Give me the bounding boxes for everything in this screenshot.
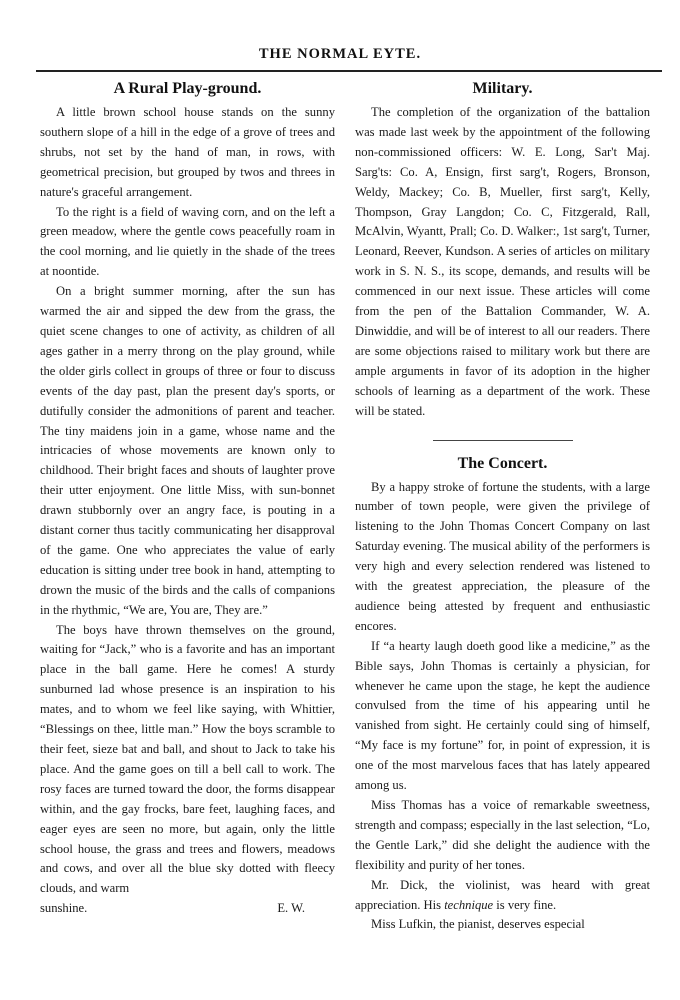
paragraph: To the right is a field of waving corn, and on the left a green meadow, where the gentle cows peacefully roam in the cool morning, and lie quietly in the shade of the trees at noontide.: [40, 204, 335, 279]
masthead: THE NORMAL EYTE.: [258, 46, 422, 62]
article-title-concert: The Concert.: [457, 454, 548, 472]
paragraph: The boys have thrown themselves on the ground, waiting for “Jack,” who is a favorite and has an important place in the ball game. Here he comes! A sturdy sunburned lad whose presence is an inspiration to his mates, and to whom we feel like saying, with Whittier, “Blessings on thee, little man.” How the boys scramble to their feet, sieze bat and ball, and shout to Jack to take his place. And the game goes on till a bell call to work. The rosy faces are turned toward the door, the forms disappear within, and the gay frocks, bare feet, laughing faces, and eager eyes are seen no more, but again, only the little school house, the grass and trees and flowers, meadows and cows, and over all the blue sky dotted with fleecy clouds, and warm: [40, 622, 335, 896]
paragraph-lufkin: Miss Lufkin, the pianist, deserves especial: [371, 917, 585, 932]
paragraph: On a bright summer morning, after the sun has warmed the air and sipped the dew from the grass, the quiet scene changes to one of activity, as children of all ages gather in a merry throng on the play ground, while the older girls collect in groups of three or four to discuss events of the day past, plan the present day's sports, or dutifully consider the admonitions of parent and teacher. The tiny maidens join in a game, whose name and the intricacies of whose movements are known only to childhood. Their bright faces and shouts of laughter prove their utter enjoyment. One little Miss, with sun-bonnet drawn stubbornly over an angry face, is pouting in a distant corner thus tacitly communicating her disapproval of the game. One who appreciates the value of early education is sitting under tree book in hand, attempting to drown the music of the birds and the calls of companions in the rhythmic, “We are, You are, They are.”: [40, 284, 335, 617]
paragraph: A little brown school house stands on the sunny southern slope of a hill in the edge of a grove of trees and shrubs, not set by the hand of man, in rows, with geometrical precision, but grouped by twos and threes in nature's graceful arrangement.: [40, 105, 335, 199]
author-signature: E. W.: [277, 901, 305, 916]
paragraph-dick: [355, 876, 650, 916]
article-title-military: Military.: [472, 80, 533, 97]
masthead-rule: [36, 70, 662, 72]
text: is very fine.: [493, 897, 557, 912]
text: Mr. Dick, the violinist, was heard with great appreciation. His: [355, 877, 650, 912]
paragraph: Miss Thomas has a voice of remarkable sweetness, strength and compass; especially in the last selection, “Lo, the Gentle Lark,” did she delight the audience with the flexibility and purity of her tones.: [355, 798, 650, 872]
last-line: sunshine.: [40, 901, 88, 916]
closing-line: [40, 899, 335, 919]
italic-term: technique: [444, 897, 494, 912]
paragraph: By a happy stroke of fortune the students, with a large number of town people, were given the privilege of listening to the John Thomas Concert Company on last Saturday evening. The musical ability of the performers is very high and every selection rendered was listened to with the greatest appreciation, the pleasure of the audience being attested by frequent and enthusiastic encores.: [355, 479, 650, 633]
paragraph: The completion of the organization of the battalion was made last week by the appointment of the following non-commissioned officers: W. E. Long, Sar't Maj. Sarg'ts: Co. A, Ensign, first sarg't, Rogers, Bronson, Weldy, Mackey; Co. B, Mueller, first sarg't, Kelly, Thompson, Gray Langdon; Co. C, Fitzgerald, Rall, McAlvin, Wyantt, Prall; Co. D. Walker:, 1st sarg't, Turner, Leonard, Reever, Kundson. A series of articles on military work in S. N. S., its scope, demands, and results will be commenced in our next issue. These articles will come from the pen of the Battalion Commander, W. A. Dinwiddie, and will be of interest to all our readers. There are some objections raised to military work but there are ample arguments in favor of its adoption in the higher schools of learning as a department of the work. These will be stated.: [355, 105, 650, 418]
section-divider: [433, 440, 573, 441]
left-column: [40, 76, 335, 919]
paragraph: If “a hearty laugh doeth good like a medicine,” as the Bible says, John Thomas is certainly a physician, for whenever he came upon the stage, he kept the audience convulsed from the time of his appearing until he vanished from sight. He certainly could sing of himself, “My face is my fortune” for, in point of expression, it is one of the most marvelous faces that has lately appeared among us.: [355, 638, 650, 793]
right-column: [355, 76, 650, 935]
article-title-rural-playground: A Rural Play-ground.: [113, 80, 262, 97]
